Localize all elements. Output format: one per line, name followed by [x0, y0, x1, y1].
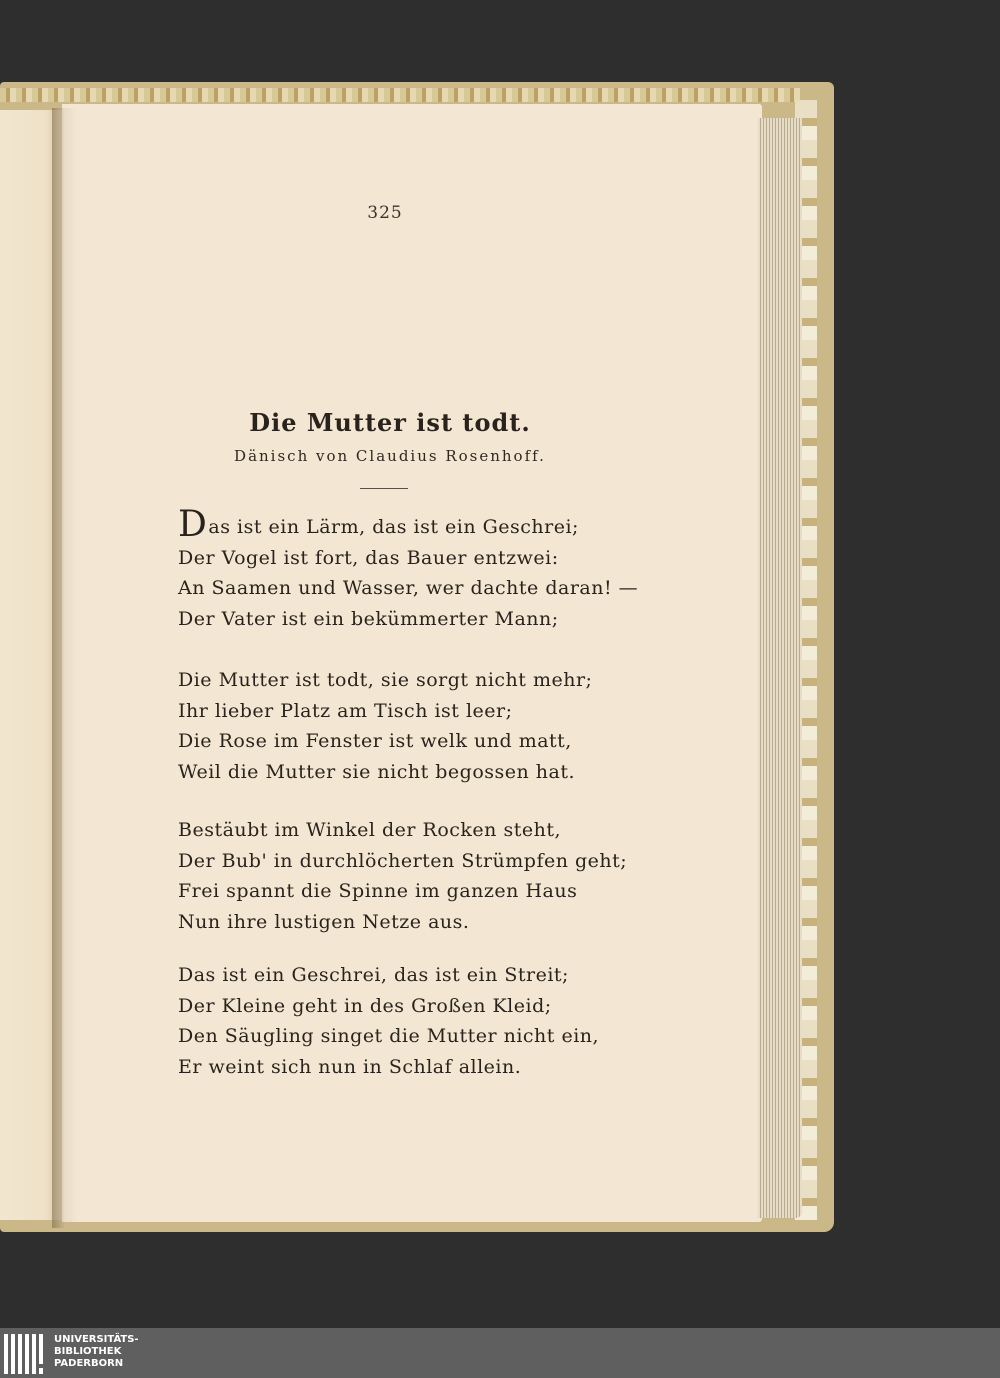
poem-line: Der Kleine geht in des Großen Kleid;: [178, 994, 552, 1017]
logo-line: BIBLIOTHEK: [54, 1346, 122, 1357]
poem-subtitle: Dänisch von Claudius Rosenhoff.: [234, 447, 546, 465]
poem-line: Die Rose im Fenster ist welk und matt,: [178, 730, 572, 752]
poem-line: Die Mutter ist todt, sie sorgt nicht mehr;: [178, 669, 593, 691]
poem-line: Das ist ein Lärm, das ist ein Geschrei;: [178, 504, 579, 545]
library-logo-text: [54, 1334, 144, 1370]
page-number: 325: [367, 203, 403, 223]
poem-line: Frei spannt die Spinne im ganzen Haus: [178, 880, 578, 902]
logo-line: UNIVERSITÄTS-: [54, 1334, 139, 1345]
poem-line: Bestäubt im Winkel der Rocken steht,: [178, 819, 561, 841]
page-fore-edge: [758, 118, 802, 1218]
book-gutter: [52, 108, 78, 1228]
poem-line: Das ist ein Geschrei, das ist ein Streit;: [178, 964, 569, 986]
poem-line: An Saamen und Wasser, wer dachte daran! —: [178, 577, 639, 599]
poem-line: Der Vogel ist fort, das Bauer entzwei:: [178, 546, 559, 569]
poem-line: Er weint sich nun in Schlaf allein.: [178, 1055, 522, 1078]
footer-bar: [0, 1328, 1000, 1378]
poem-line: Der Vater ist ein bekümmerter Mann;: [178, 607, 559, 630]
stanza-4: [178, 960, 638, 1082]
drop-cap: D: [178, 504, 208, 545]
poem-line: Weil die Mutter sie nicht begossen hat.: [178, 760, 576, 783]
book-headband: [0, 88, 800, 102]
logo-line: PADERBORN: [54, 1358, 124, 1369]
poem-line: Der Bub' in durchlöcherten Strümpfen geht;: [178, 849, 628, 872]
library-logo-icon: [4, 1334, 48, 1374]
library-logo[interactable]: [4, 1332, 139, 1376]
poem-line: Nun ihre lustigen Netze aus.: [178, 910, 470, 933]
stanza-3: [178, 815, 638, 937]
stanza-2: [178, 665, 638, 787]
poem-line: Den Säugling singet die Mutter nicht ein,: [178, 1025, 600, 1047]
poem-line: Ihr lieber Platz am Tisch ist leer;: [178, 699, 513, 722]
poem-title: Die Mutter ist todt.: [249, 408, 531, 437]
title-divider: [360, 488, 408, 489]
stanza-1: [178, 504, 639, 634]
